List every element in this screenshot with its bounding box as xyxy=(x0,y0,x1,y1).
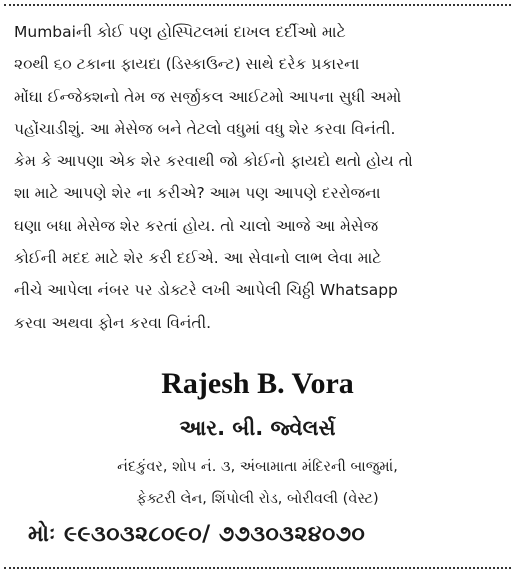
message-line: કરવા અથવા ફોન કરવા વિનંતી. xyxy=(14,313,212,332)
phone-numbers: મોઃ ૯૯૩૦૩૨૮૦૯૦/ ૭૭૩૦૩૨૪૦૭૦ xyxy=(28,522,366,547)
message-line: Mumbaiની કોઈ પણ હોસ્પિટલમાં દાખલ દર્દીઓ માટે xyxy=(14,23,346,41)
address-line-1: નંદકુંવર, શોપ નં. ૩, અંબામાતા મંદિરની બાજુમાં, xyxy=(117,459,398,475)
message-line: કોઈની મદદ માટે શેર કરી દઈએ. આ સેવાનો લાભ લેવા માટે xyxy=(14,249,382,268)
address-line-2: ફેક્ટરી લેન, શિંપોલી રોડ, બોરીવલી (વેસ્ટ) xyxy=(136,491,379,507)
shop-name: આર. બી. જ્વેલર્સ xyxy=(179,416,336,440)
contact-name: Rajesh B. Vora xyxy=(161,367,354,400)
message-line: શા માટે આપણે શેર ના કરીએ? આમ પણ આપણે દરરોજના xyxy=(14,184,381,203)
message-body xyxy=(14,16,503,339)
message-line: ૨૦થી ૬૦ ટકાના ફાયદા (ડિસ્કાઉન્ટ) સાથે દરેક પ્રકારના xyxy=(14,55,360,74)
message-line: મોંઘા ઈન્જેક્શનો તેમ જ સર્જીકલ આઈટમો આપના સુધી અમો xyxy=(14,87,402,106)
message-line: નીચે આપેલા નંબર પર ડોક્ટરે લખી આપેલી ચિઠ્ઠી Whatsapp xyxy=(14,281,398,300)
dotted-border-bottom xyxy=(4,567,511,569)
message-line: ઘણા બધા મેસેજ શેર કરતાં હોય. તો ચાલો આજે આ મેસેજ xyxy=(14,216,379,235)
message-line: પહોંચાડીશું. આ મેસેજ બને તેટલો વધુમાં વધુ શેર કરવા વિનંતી. xyxy=(14,119,396,138)
message-line: કેમ કે આપણા એક શેર કરવાથી જો કોઈનો ફાયદો થતો હોય તો xyxy=(14,152,413,171)
dotted-border-top xyxy=(4,4,511,6)
